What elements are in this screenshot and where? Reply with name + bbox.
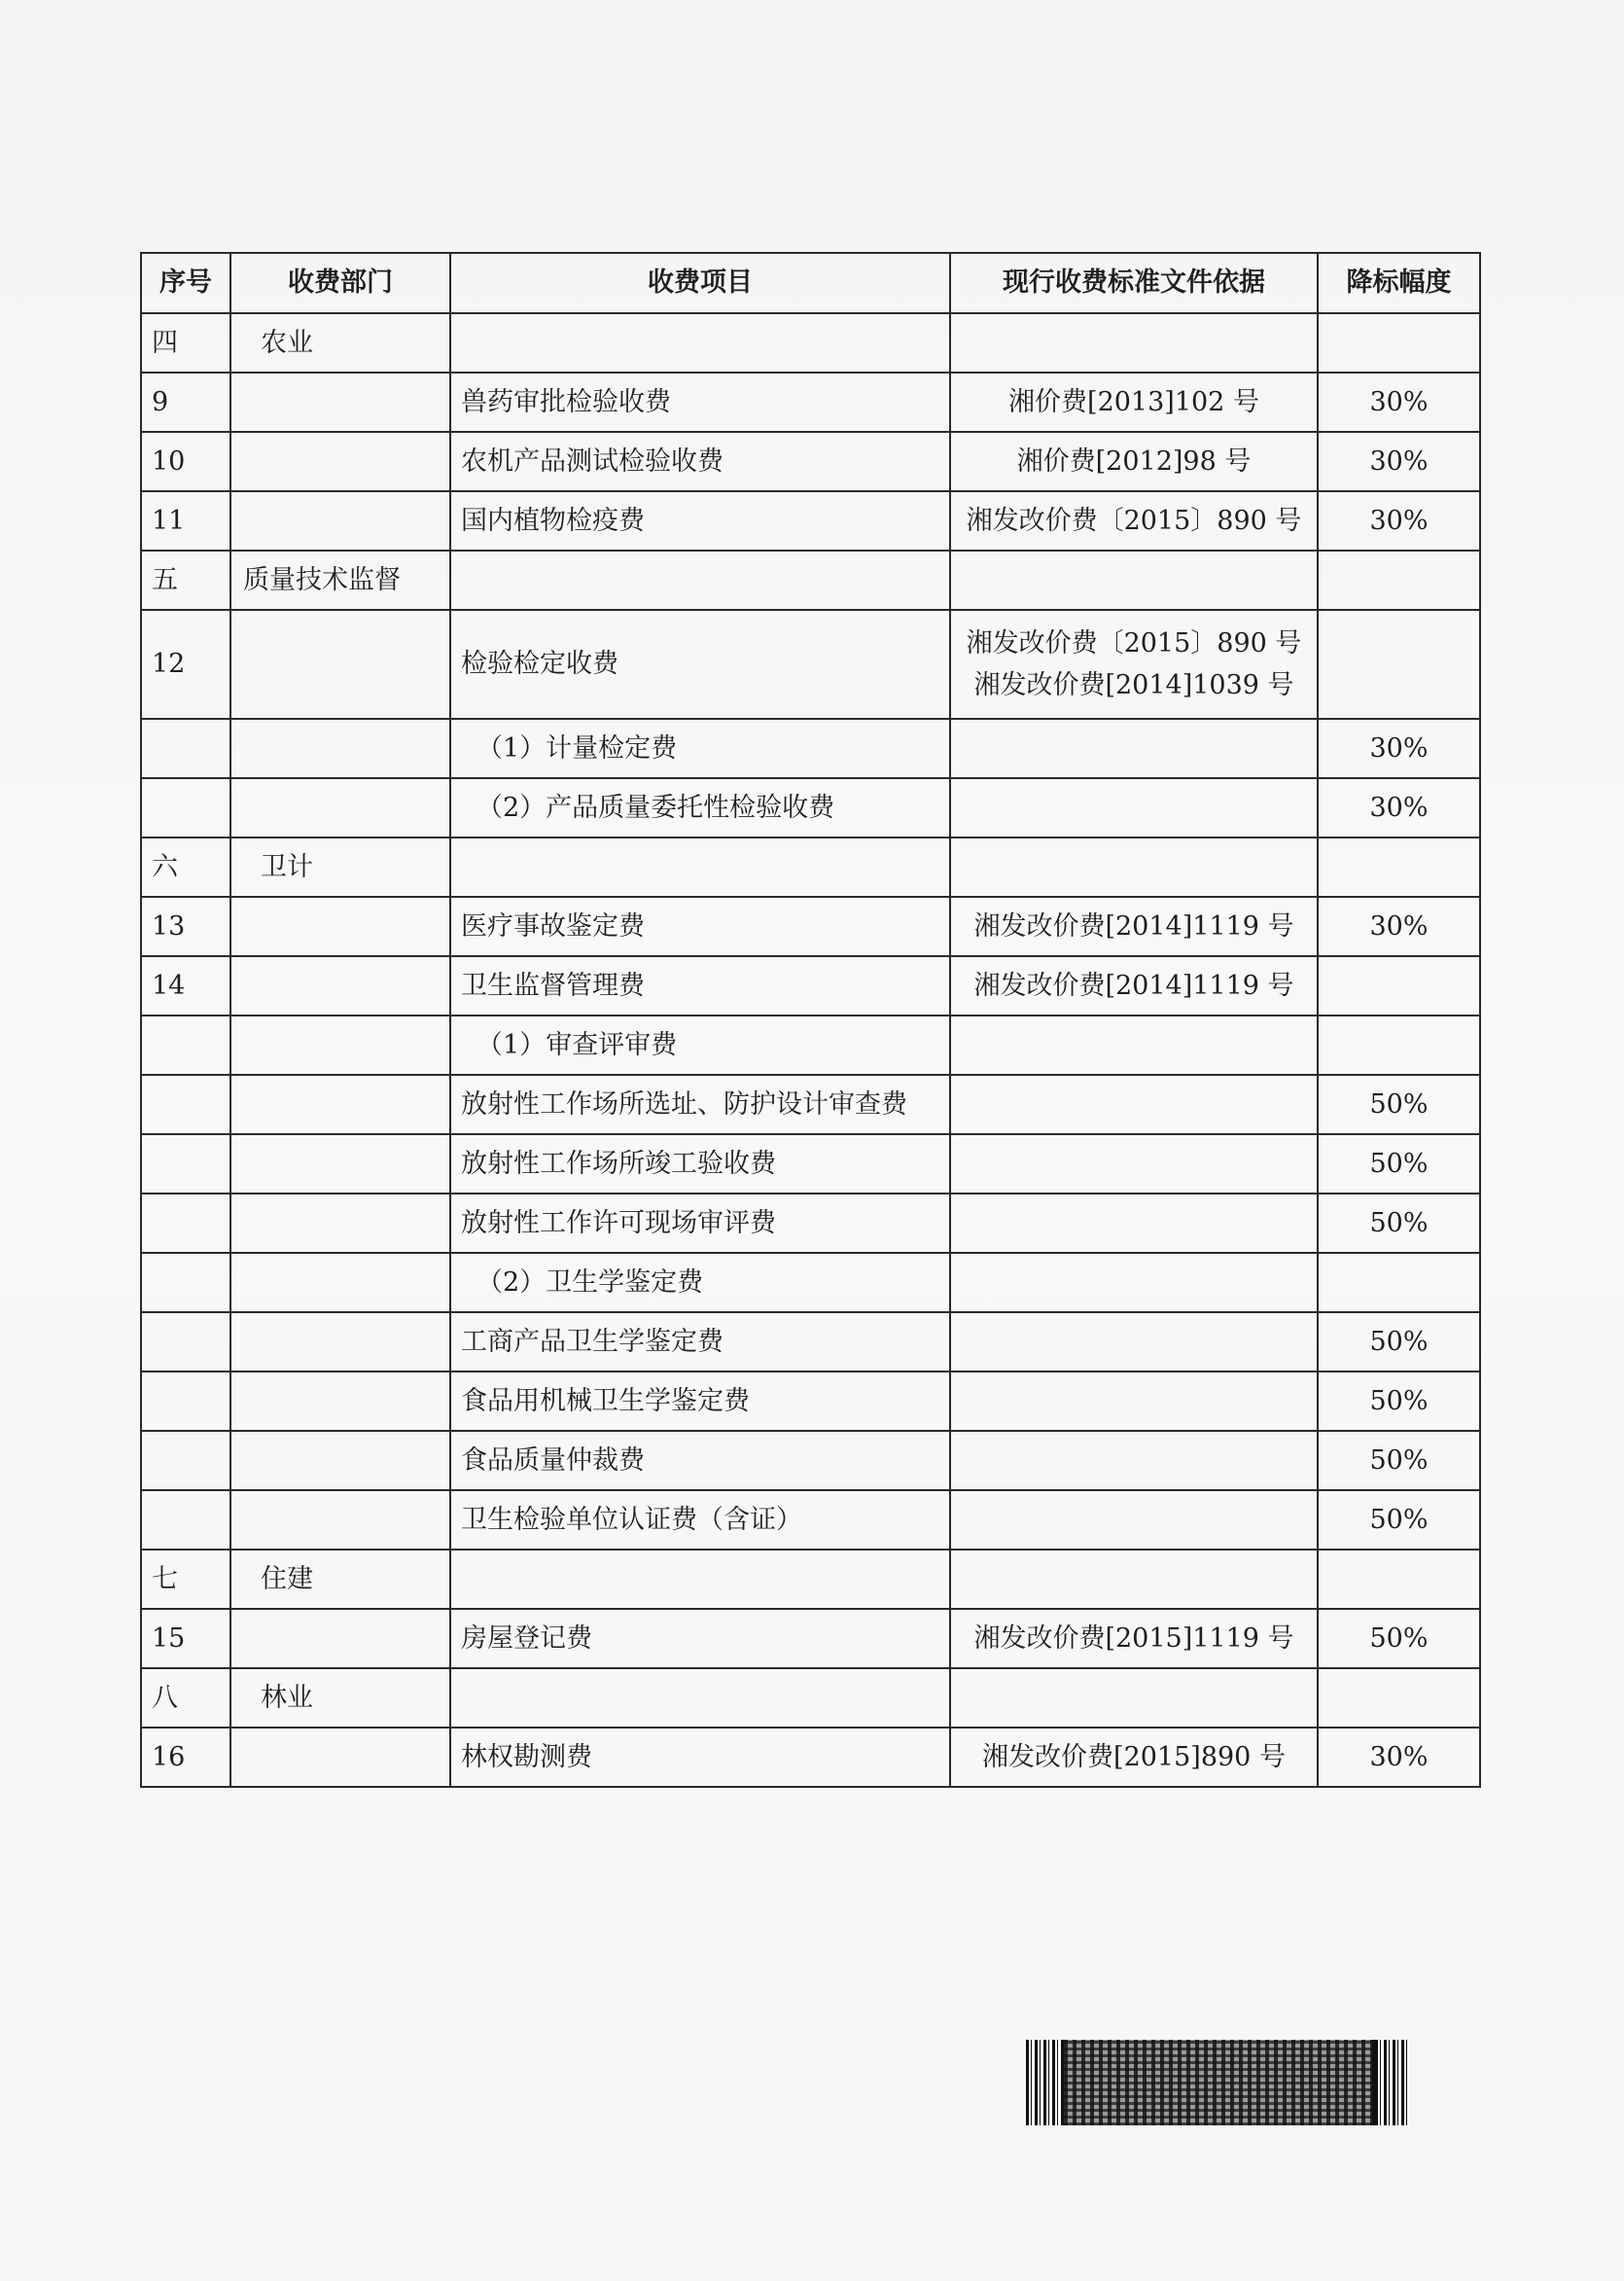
cell-basis <box>950 956 1318 1016</box>
barcode-matrix <box>1061 2040 1375 2125</box>
cell-dept <box>230 1490 450 1550</box>
cell-item: 工商产品卫生学鉴定费 <box>450 1312 950 1372</box>
cell-seq <box>141 1075 230 1134</box>
cell-item: （1）审查评审费 <box>450 1016 950 1075</box>
cell-item <box>450 1550 950 1609</box>
cell-seq: 13 <box>141 897 230 956</box>
cell-dept <box>230 1312 450 1372</box>
table-row <box>141 491 1480 551</box>
cell-seq: 16 <box>141 1728 230 1787</box>
barcode-left-bars <box>1026 2040 1061 2125</box>
basis-line: 湘价费[2012]98 号 <box>1016 446 1252 477</box>
basis-line: 湘发改价费[2015]1119 号 <box>973 1622 1294 1654</box>
cell-seq <box>141 1134 230 1194</box>
cell-rate: 30% <box>1318 719 1480 778</box>
table-row <box>141 551 1480 610</box>
cell-basis <box>950 838 1318 897</box>
cell-item: 卫生检验单位认证费（含证） <box>450 1490 950 1550</box>
cell-basis <box>950 313 1318 373</box>
table-row <box>141 1253 1480 1312</box>
cell-item: 医疗事故鉴定费 <box>450 897 950 956</box>
cell-seq: 15 <box>141 1609 230 1668</box>
cell-rate: 30% <box>1318 897 1480 956</box>
table-row <box>141 1609 1480 1668</box>
cell-rate <box>1318 1550 1480 1609</box>
cell-rate: 50% <box>1318 1490 1480 1550</box>
cell-basis <box>950 1312 1318 1372</box>
table-row <box>141 1134 1480 1194</box>
table-row <box>141 1550 1480 1609</box>
cell-basis <box>950 1372 1318 1431</box>
cell-dept <box>230 373 450 432</box>
barcode-right-bars <box>1375 2040 1410 2125</box>
cell-dept: 卫计 <box>230 838 450 897</box>
cell-basis <box>950 1490 1318 1550</box>
cell-seq: 八 <box>141 1668 230 1728</box>
cell-basis <box>950 551 1318 610</box>
cell-dept <box>230 897 450 956</box>
cell-dept <box>230 1728 450 1787</box>
header-rate: 降标幅度 <box>1318 253 1480 313</box>
cell-item: 检验检定收费 <box>450 610 950 719</box>
cell-dept <box>230 1431 450 1490</box>
cell-seq: 四 <box>141 313 230 373</box>
cell-basis <box>950 491 1318 551</box>
cell-basis <box>950 1075 1318 1134</box>
basis-line: 湘价费[2013]102 号 <box>1008 386 1259 417</box>
cell-rate: 50% <box>1318 1312 1480 1372</box>
cell-rate: 50% <box>1318 1075 1480 1134</box>
cell-basis <box>950 719 1318 778</box>
cell-rate: 30% <box>1318 373 1480 432</box>
cell-rate <box>1318 610 1480 719</box>
cell-item: （2）卫生学鉴定费 <box>450 1253 950 1312</box>
cell-dept <box>230 956 450 1016</box>
basis-line: 湘发改价费[2014]1119 号 <box>973 910 1294 942</box>
cell-item <box>450 838 950 897</box>
cell-seq: 9 <box>141 373 230 432</box>
basis-line: 湘发改价费〔2015〕890 号 <box>966 505 1302 536</box>
cell-dept <box>230 1609 450 1668</box>
table-row <box>141 719 1480 778</box>
cell-seq <box>141 1253 230 1312</box>
table-row <box>141 313 1480 373</box>
table-row <box>141 956 1480 1016</box>
table-row <box>141 1075 1480 1134</box>
cell-dept <box>230 1253 450 1312</box>
cell-basis <box>950 373 1318 432</box>
basis-line: 湘发改价费[2014]1039 号 <box>973 670 1294 700</box>
cell-rate: 50% <box>1318 1194 1480 1253</box>
cell-rate <box>1318 1668 1480 1728</box>
cell-rate <box>1318 313 1480 373</box>
barcode <box>1026 2040 1410 2125</box>
cell-item: 放射性工作场所竣工验收费 <box>450 1134 950 1194</box>
cell-dept: 住建 <box>230 1550 450 1609</box>
table-row <box>141 778 1480 838</box>
cell-item: 卫生监督管理费 <box>450 956 950 1016</box>
cell-seq: 七 <box>141 1550 230 1609</box>
cell-seq: 12 <box>141 610 230 719</box>
basis-line: 湘发改价费[2014]1119 号 <box>973 970 1294 1001</box>
cell-basis <box>950 1431 1318 1490</box>
cell-rate: 50% <box>1318 1609 1480 1668</box>
table-header-row <box>141 253 1480 313</box>
cell-dept <box>230 432 450 491</box>
cell-dept: 林业 <box>230 1668 450 1728</box>
table-row <box>141 897 1480 956</box>
cell-seq <box>141 719 230 778</box>
table-row <box>141 610 1480 719</box>
cell-seq <box>141 1016 230 1075</box>
cell-item <box>450 551 950 610</box>
cell-seq: 11 <box>141 491 230 551</box>
table-row <box>141 1490 1480 1550</box>
table-row <box>141 1668 1480 1728</box>
cell-seq: 14 <box>141 956 230 1016</box>
cell-item: 农机产品测试检验收费 <box>450 432 950 491</box>
table-row <box>141 1431 1480 1490</box>
fee-table-body <box>141 313 1480 1787</box>
fee-table <box>140 252 1481 1788</box>
cell-dept <box>230 1372 450 1431</box>
cell-item: 兽药审批检验收费 <box>450 373 950 432</box>
cell-dept <box>230 778 450 838</box>
cell-item: 国内植物检疫费 <box>450 491 950 551</box>
cell-rate: 50% <box>1318 1372 1480 1431</box>
header-dept: 收费部门 <box>230 253 450 313</box>
cell-rate <box>1318 956 1480 1016</box>
table-row <box>141 1372 1480 1431</box>
cell-seq <box>141 1194 230 1253</box>
cell-rate: 30% <box>1318 778 1480 838</box>
cell-item: （1）计量检定费 <box>450 719 950 778</box>
basis-line: 湘发改价费〔2015〕890 号 <box>966 627 1302 659</box>
cell-basis <box>950 1134 1318 1194</box>
cell-item: 食品质量仲裁费 <box>450 1431 950 1490</box>
cell-basis <box>950 1194 1318 1253</box>
cell-item: （2）产品质量委托性检验收费 <box>450 778 950 838</box>
table-row <box>141 1312 1480 1372</box>
cell-seq <box>141 778 230 838</box>
cell-item: 食品用机械卫生学鉴定费 <box>450 1372 950 1431</box>
cell-dept: 质量技术监督 <box>230 551 450 610</box>
basis-line: 湘发改价费[2015]890 号 <box>982 1741 1286 1772</box>
cell-seq <box>141 1431 230 1490</box>
table-row <box>141 1728 1480 1787</box>
cell-seq <box>141 1372 230 1431</box>
header-basis: 现行收费标准文件依据 <box>950 253 1318 313</box>
cell-basis <box>950 610 1318 719</box>
cell-rate <box>1318 551 1480 610</box>
cell-rate: 50% <box>1318 1134 1480 1194</box>
cell-basis <box>950 1728 1318 1787</box>
cell-basis <box>950 1016 1318 1075</box>
cell-basis <box>950 1668 1318 1728</box>
cell-dept <box>230 1194 450 1253</box>
cell-rate: 50% <box>1318 1431 1480 1490</box>
cell-dept <box>230 719 450 778</box>
cell-item: 放射性工作许可现场审评费 <box>450 1194 950 1253</box>
table-row <box>141 373 1480 432</box>
cell-dept <box>230 1016 450 1075</box>
cell-rate <box>1318 838 1480 897</box>
header-item: 收费项目 <box>450 253 950 313</box>
table-row <box>141 1194 1480 1253</box>
cell-seq <box>141 1312 230 1372</box>
cell-dept <box>230 491 450 551</box>
header-seq: 序号 <box>141 253 230 313</box>
cell-basis <box>950 778 1318 838</box>
cell-item <box>450 313 950 373</box>
cell-basis <box>950 897 1318 956</box>
table-row <box>141 432 1480 491</box>
cell-dept: 农业 <box>230 313 450 373</box>
cell-basis <box>950 432 1318 491</box>
cell-rate: 30% <box>1318 432 1480 491</box>
cell-seq: 10 <box>141 432 230 491</box>
cell-dept <box>230 1134 450 1194</box>
cell-rate: 30% <box>1318 491 1480 551</box>
cell-rate <box>1318 1253 1480 1312</box>
table-row <box>141 1016 1480 1075</box>
cell-rate: 30% <box>1318 1728 1480 1787</box>
table-row <box>141 838 1480 897</box>
cell-item: 林权勘测费 <box>450 1728 950 1787</box>
cell-basis <box>950 1253 1318 1312</box>
cell-rate <box>1318 1016 1480 1075</box>
cell-dept <box>230 610 450 719</box>
cell-item <box>450 1668 950 1728</box>
cell-seq: 五 <box>141 551 230 610</box>
cell-basis <box>950 1609 1318 1668</box>
cell-basis <box>950 1550 1318 1609</box>
cell-seq: 六 <box>141 838 230 897</box>
cell-seq <box>141 1490 230 1550</box>
cell-item: 放射性工作场所选址、防护设计审查费 <box>450 1075 950 1134</box>
cell-item: 房屋登记费 <box>450 1609 950 1668</box>
cell-dept <box>230 1075 450 1134</box>
